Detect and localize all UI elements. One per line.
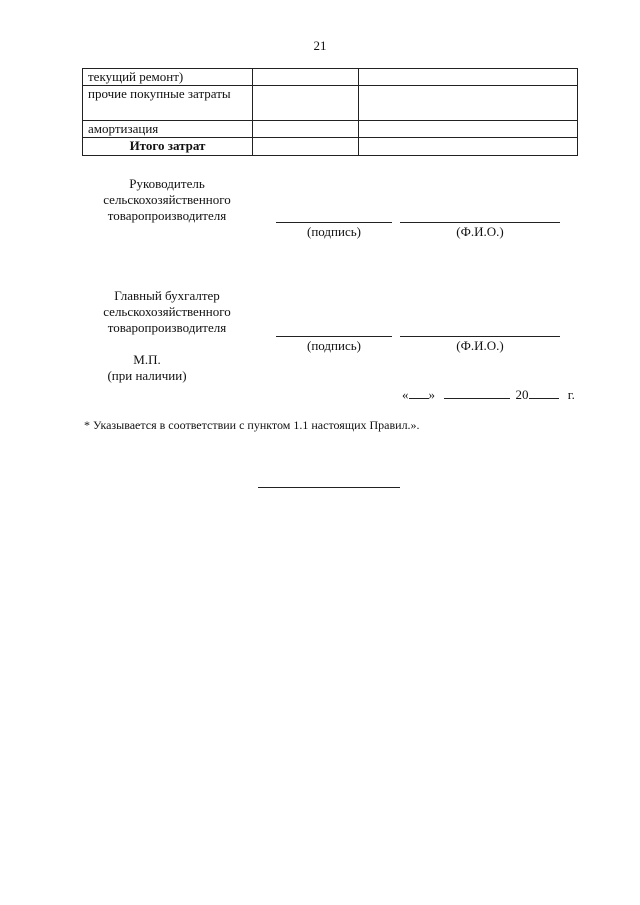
head-name-caption: (Ф.И.О.) [456,224,504,239]
date-month-blank[interactable] [444,388,510,399]
table-cell [359,121,578,138]
table-cell [359,69,578,86]
date-field [402,387,575,403]
table-row [83,86,578,121]
table-row [83,138,578,156]
accountant-title-line3: товаропроизводителя [107,320,227,335]
head-signature-line[interactable] [276,222,392,223]
accountant-title-line1: Главный бухгалтер [114,288,220,303]
costs-table [82,68,578,156]
date-year-prefix: 20 [515,387,529,402]
accountant-signature-line[interactable] [276,336,392,337]
date-close-quote: » [428,387,435,402]
date-year-suffix: г. [567,387,575,402]
table-row [83,69,578,86]
table-row [83,121,578,138]
stamp-label: М.П. [133,352,161,367]
table-cell [359,86,578,121]
date-year-blank[interactable] [529,388,559,399]
date-open-quote: « [402,387,409,402]
head-title [82,176,252,224]
stamp-placeholder [92,352,202,384]
head-title-line1: Руководитель [129,176,205,191]
closing-separator [258,487,400,488]
table-cell [253,138,359,156]
accountant-name-caption: (Ф.И.О.) [456,338,504,353]
head-title-line3: товаропроизводителя [107,208,227,223]
page-number: 21 [313,38,327,53]
table-total-label: Итого затрат [83,138,253,156]
head-name-line[interactable] [400,222,560,223]
accountant-signature-caption: (подпись) [307,338,361,353]
table-cell [359,138,578,156]
accountant-name-line[interactable] [400,336,560,337]
head-signature-caption: (подпись) [307,224,361,239]
table-cell [253,86,359,121]
accountant-title [82,288,252,336]
table-row-label: текущий ремонт) [83,69,253,86]
date-day-blank[interactable] [409,388,429,399]
footnote: * Указывается в соответствии с пунктом 1.1 настоящих Правил.». [84,418,420,432]
stamp-note: (при наличии) [107,368,187,383]
table-cell [253,121,359,138]
table-row-label: прочие покупные затраты [83,86,253,121]
head-title-line2: сельскохозяйственного [103,192,231,207]
table-cell [253,69,359,86]
table-row-label: амортизация [83,121,253,138]
accountant-title-line2: сельскохозяйственного [103,304,231,319]
